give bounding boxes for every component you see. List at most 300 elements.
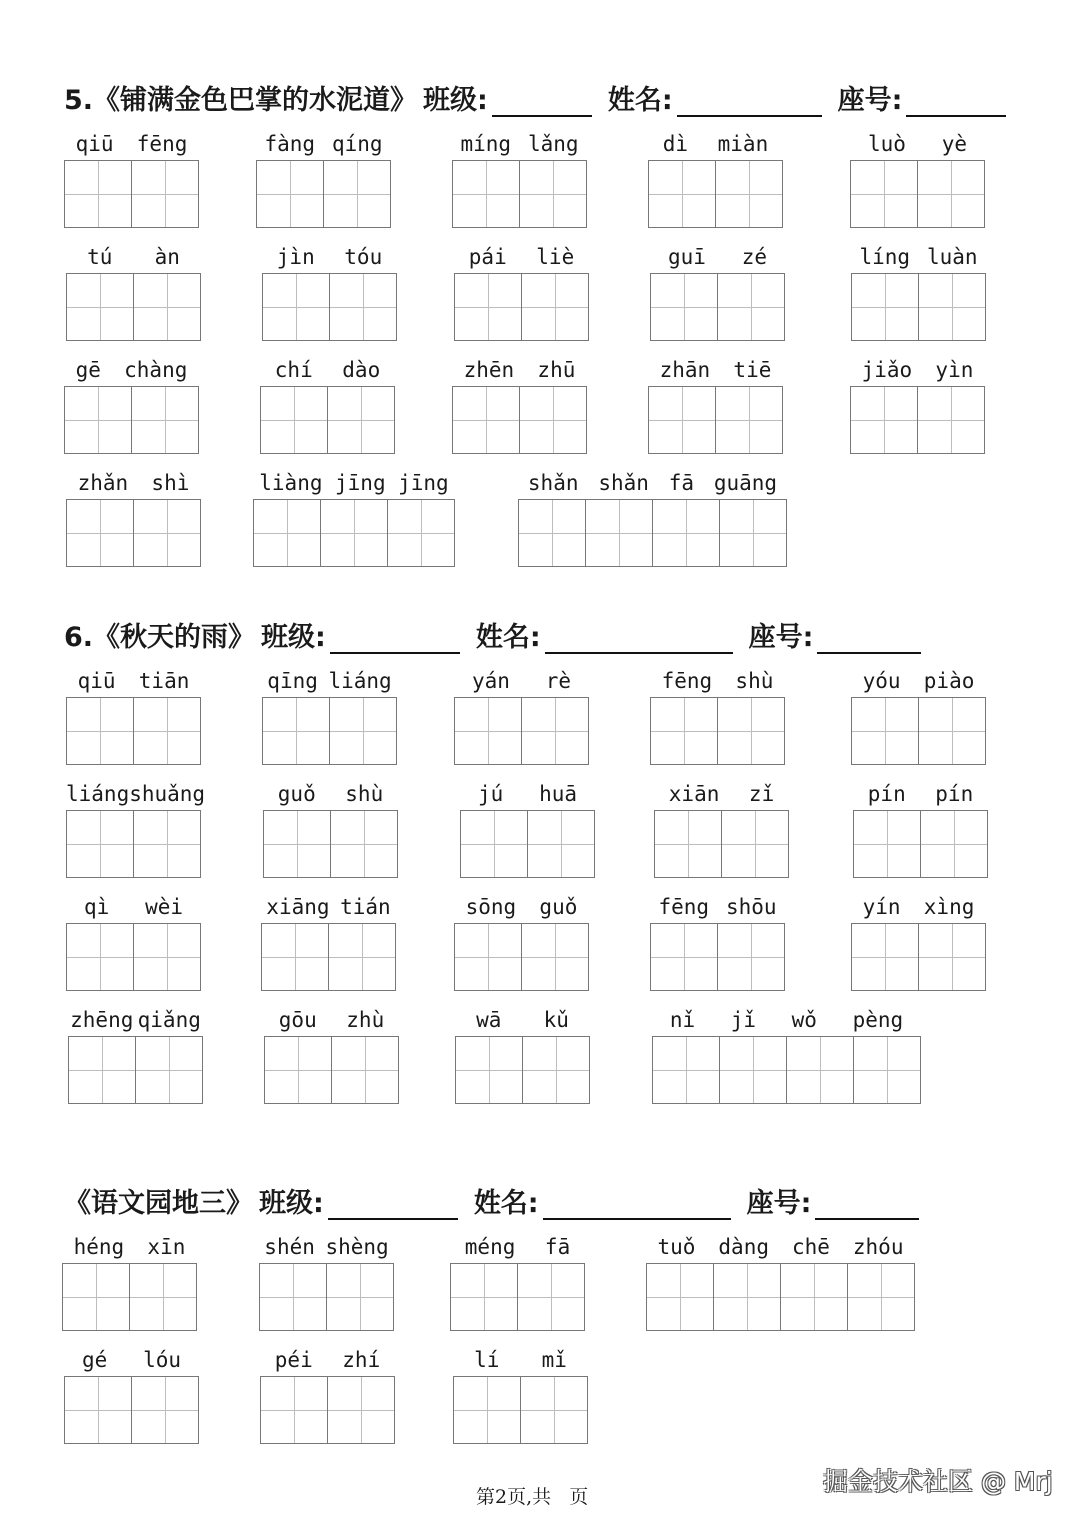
- pinyin-syllable: yè: [941, 132, 968, 156]
- character-box[interactable]: [450, 1263, 518, 1331]
- character-box[interactable]: [453, 1376, 521, 1444]
- tianzige-grid: [260, 1376, 395, 1444]
- character-box[interactable]: [133, 273, 201, 341]
- tianzige-grid: [652, 1036, 921, 1104]
- tianzige-grid: [452, 386, 587, 454]
- name-blank[interactable]: [545, 628, 733, 654]
- lesson-title: 6.《秋天的雨》: [64, 622, 256, 653]
- tianzige-grid: [64, 386, 199, 454]
- pinyin-label: [263, 778, 398, 806]
- pinyin-syllable: yóu: [862, 669, 901, 693]
- character-box[interactable]: [455, 1036, 523, 1104]
- pinyin-label: [452, 354, 587, 382]
- tianzige-grid: [518, 499, 787, 567]
- character-box[interactable]: [327, 386, 395, 454]
- pinyin-syllable: pín: [867, 782, 906, 806]
- pinyin-syllable: qiū: [75, 132, 114, 156]
- pinyin-syllable: xìng: [923, 895, 975, 919]
- pinyin-label: [262, 665, 397, 693]
- character-box[interactable]: [131, 160, 199, 228]
- character-box[interactable]: [262, 697, 330, 765]
- character-box[interactable]: [652, 1036, 720, 1104]
- tianzige-grid: [454, 273, 589, 341]
- tianzige-grid: [650, 697, 785, 765]
- pinyin-syllable: lǎng: [527, 132, 579, 156]
- character-box[interactable]: [460, 810, 528, 878]
- pinyin-syllable: jú: [477, 782, 504, 806]
- pinyin-label: [253, 467, 455, 495]
- character-box[interactable]: [260, 386, 328, 454]
- character-box[interactable]: [520, 1376, 588, 1444]
- pinyin-label: [646, 1231, 915, 1259]
- pinyin-label: [851, 241, 986, 269]
- character-box[interactable]: [519, 386, 587, 454]
- character-box[interactable]: [780, 1263, 848, 1331]
- character-box[interactable]: [262, 273, 330, 341]
- character-box[interactable]: [454, 923, 522, 991]
- tianzige-grid: [260, 386, 395, 454]
- pinyin-label: [64, 1344, 199, 1372]
- character-box[interactable]: [717, 923, 785, 991]
- character-box[interactable]: [129, 1263, 197, 1331]
- pinyin-label: [853, 778, 988, 806]
- character-box[interactable]: [851, 273, 919, 341]
- pinyin-syllable: jìn: [276, 245, 315, 269]
- tianzige-grid: [452, 160, 587, 228]
- character-box[interactable]: [133, 923, 201, 991]
- character-box[interactable]: [519, 160, 587, 228]
- seat-label: 座号:: [748, 622, 814, 653]
- pinyin-syllable: qíng: [331, 132, 383, 156]
- seat-blank[interactable]: [817, 628, 921, 654]
- character-box[interactable]: [133, 499, 201, 567]
- section-heading: [64, 78, 1022, 117]
- pinyin-syllable: qì: [83, 895, 110, 919]
- tianzige-grid: [62, 1263, 197, 1331]
- seat-blank[interactable]: [815, 1194, 919, 1220]
- character-box[interactable]: [518, 499, 586, 567]
- character-box[interactable]: [786, 1036, 854, 1104]
- character-box[interactable]: [646, 1263, 714, 1331]
- tianzige-grid: [256, 160, 391, 228]
- section-heading: [64, 1181, 935, 1220]
- character-box[interactable]: [62, 1263, 130, 1331]
- character-box[interactable]: [64, 160, 132, 228]
- pinyin-syllable: jīng: [335, 471, 386, 495]
- character-box[interactable]: [851, 697, 919, 765]
- pinyin-label: [454, 891, 589, 919]
- pinyin-syllable: tián: [340, 895, 391, 919]
- character-box[interactable]: [527, 810, 595, 878]
- pinyin-label: [650, 891, 785, 919]
- pinyin-syllable: xiān: [668, 782, 720, 806]
- pinyin-syllable: shǎn: [598, 471, 649, 495]
- character-box[interactable]: [66, 499, 134, 567]
- pinyin-syllable: guǒ: [539, 895, 578, 919]
- pinyin-syllable: lí: [474, 1348, 500, 1372]
- character-box[interactable]: [326, 1263, 394, 1331]
- pinyin-label: [66, 467, 201, 495]
- tianzige-grid: [263, 810, 398, 878]
- character-box[interactable]: [452, 160, 520, 228]
- character-box[interactable]: [452, 386, 520, 454]
- character-box[interactable]: [648, 386, 716, 454]
- pinyin-syllable: zhǎn: [77, 471, 129, 495]
- pinyin-label: [455, 1004, 590, 1032]
- seat-blank[interactable]: [906, 91, 1006, 117]
- pinyin-syllable: shōu: [725, 895, 777, 919]
- character-box[interactable]: [329, 273, 397, 341]
- pinyin-syllable: mǐ: [541, 1348, 567, 1372]
- character-box[interactable]: [719, 499, 787, 567]
- watermark: 掘金技术社区 @ Mrj: [823, 1467, 1053, 1496]
- character-box[interactable]: [259, 1263, 327, 1331]
- character-box[interactable]: [648, 160, 716, 228]
- class-label: 班级:: [259, 1188, 324, 1219]
- pinyin-syllable: liáng: [66, 782, 130, 806]
- character-box[interactable]: [850, 160, 918, 228]
- pinyin-syllable: rè: [545, 669, 572, 693]
- pinyin-label: [654, 778, 789, 806]
- pinyin-label: [62, 1231, 197, 1259]
- pinyin-syllable: piào: [923, 669, 975, 693]
- tianzige-grid: [648, 386, 783, 454]
- pinyin-syllable: pái: [468, 245, 507, 269]
- pinyin-syllable: liàng: [259, 471, 323, 495]
- tianzige-grid: [851, 273, 986, 341]
- pinyin-syllable: yìn: [935, 358, 974, 382]
- character-box[interactable]: [331, 1036, 399, 1104]
- pinyin-syllable: méng: [464, 1235, 516, 1259]
- pinyin-syllable: tiān: [138, 669, 190, 693]
- character-box[interactable]: [917, 160, 985, 228]
- character-box[interactable]: [521, 273, 589, 341]
- pinyin-syllable: zhū: [537, 358, 576, 382]
- character-box[interactable]: [454, 697, 522, 765]
- character-box[interactable]: [650, 923, 718, 991]
- pinyin-syllable: jiǎo: [861, 358, 913, 382]
- pinyin-syllable: liè: [536, 245, 575, 269]
- character-box[interactable]: [64, 1376, 132, 1444]
- tianzige-grid: [66, 923, 201, 991]
- character-box[interactable]: [717, 697, 785, 765]
- tianzige-grid: [262, 273, 397, 341]
- character-box[interactable]: [454, 273, 522, 341]
- pinyin-label: [650, 665, 785, 693]
- pinyin-syllable: líng: [859, 245, 911, 269]
- pinyin-syllable: zhù: [346, 1008, 385, 1032]
- pinyin-syllable: shèng: [325, 1235, 389, 1259]
- pinyin-syllable: míng: [460, 132, 512, 156]
- tianzige-grid: [851, 923, 986, 991]
- pinyin-syllable: fā: [668, 471, 695, 495]
- pinyin-syllable: tóu: [344, 245, 383, 269]
- pinyin-label: [648, 354, 783, 382]
- character-box[interactable]: [517, 1263, 585, 1331]
- character-box[interactable]: [522, 1036, 590, 1104]
- name-blank[interactable]: [677, 91, 822, 117]
- pinyin-syllable: tuǒ: [657, 1235, 696, 1259]
- character-box[interactable]: [66, 273, 134, 341]
- character-box[interactable]: [650, 273, 718, 341]
- character-box[interactable]: [715, 160, 783, 228]
- character-box[interactable]: [135, 1036, 203, 1104]
- tianzige-grid: [454, 923, 589, 991]
- pinyin-label: [851, 891, 986, 919]
- character-box[interactable]: [261, 923, 329, 991]
- tianzige-grid: [264, 1036, 399, 1104]
- character-box[interactable]: [323, 160, 391, 228]
- pinyin-syllable: luàn: [926, 245, 978, 269]
- pinyin-syllable: chí: [274, 358, 313, 382]
- pinyin-label: [850, 128, 985, 156]
- pinyin-syllable: héng: [73, 1235, 125, 1259]
- tianzige-grid: [253, 499, 455, 567]
- tianzige-grid: [851, 697, 986, 765]
- pinyin-syllable: xīn: [147, 1235, 186, 1259]
- character-box[interactable]: [654, 810, 722, 878]
- pinyin-syllable: fàng: [264, 132, 316, 156]
- section-heading: [64, 615, 937, 654]
- character-box[interactable]: [131, 386, 199, 454]
- pinyin-syllable: pèng: [852, 1008, 904, 1032]
- character-box[interactable]: [387, 499, 455, 567]
- pinyin-syllable: wǒ: [791, 1008, 817, 1032]
- pinyin-label: [68, 1004, 203, 1032]
- tianzige-grid: [453, 1376, 588, 1444]
- pinyin-syllable: fā: [544, 1235, 571, 1259]
- pinyin-syllable: guī: [667, 245, 706, 269]
- pinyin-syllable: shì: [151, 471, 190, 495]
- pinyin-syllable: àn: [154, 245, 180, 269]
- character-box[interactable]: [68, 1036, 136, 1104]
- pinyin-label: [66, 891, 201, 919]
- character-box[interactable]: [917, 386, 985, 454]
- seat-label: 座号:: [746, 1188, 812, 1219]
- pinyin-syllable: gōu: [278, 1008, 317, 1032]
- pinyin-syllable: guǒ: [277, 782, 316, 806]
- pinyin-label: [260, 1344, 395, 1372]
- pinyin-label: [452, 128, 587, 156]
- pinyin-syllable: zhí: [342, 1348, 381, 1372]
- pinyin-label: [454, 665, 589, 693]
- pinyin-label: [850, 354, 985, 382]
- pinyin-label: [259, 1231, 394, 1259]
- character-box[interactable]: [263, 810, 331, 878]
- tianzige-grid: [455, 1036, 590, 1104]
- pinyin-syllable: kǔ: [543, 1008, 569, 1032]
- character-box[interactable]: [256, 160, 324, 228]
- character-box[interactable]: [66, 810, 134, 878]
- character-box[interactable]: [847, 1263, 915, 1331]
- pinyin-syllable: fēng: [658, 895, 710, 919]
- character-box[interactable]: [253, 499, 321, 567]
- character-box[interactable]: [66, 923, 134, 991]
- character-box[interactable]: [853, 1036, 921, 1104]
- character-box[interactable]: [264, 1036, 332, 1104]
- character-box[interactable]: [585, 499, 653, 567]
- pinyin-syllable: qīng: [267, 669, 318, 693]
- tianzige-grid: [648, 160, 783, 228]
- pinyin-syllable: qiǎng: [137, 1008, 201, 1032]
- tianzige-grid: [66, 273, 201, 341]
- pinyin-syllable: qiū: [77, 669, 116, 693]
- pinyin-syllable: liáng: [328, 669, 392, 693]
- pinyin-syllable: miàn: [717, 132, 769, 156]
- character-box[interactable]: [920, 810, 988, 878]
- character-box[interactable]: [329, 697, 397, 765]
- class-blank[interactable]: [330, 628, 460, 654]
- pinyin-syllable: nǐ: [669, 1008, 696, 1032]
- pinyin-syllable: zhóu: [852, 1235, 904, 1259]
- character-box[interactable]: [260, 1376, 328, 1444]
- class-label: 班级:: [423, 85, 488, 116]
- character-box[interactable]: [521, 697, 589, 765]
- character-box[interactable]: [66, 697, 134, 765]
- character-box[interactable]: [721, 810, 789, 878]
- pinyin-syllable: shǎn: [527, 471, 579, 495]
- pinyin-syllable: zé: [741, 245, 768, 269]
- tianzige-grid: [853, 810, 988, 878]
- character-box[interactable]: [850, 386, 918, 454]
- character-box[interactable]: [918, 923, 986, 991]
- name-blank[interactable]: [543, 1194, 731, 1220]
- tianzige-grid: [650, 923, 785, 991]
- character-box[interactable]: [717, 273, 785, 341]
- class-blank[interactable]: [492, 91, 592, 117]
- pinyin-label: [262, 241, 397, 269]
- pinyin-syllable: jīng: [398, 471, 449, 495]
- pinyin-label: [652, 1004, 921, 1032]
- tianzige-grid: [66, 697, 201, 765]
- tianzige-grid: [646, 1263, 915, 1331]
- pinyin-syllable: zǐ: [748, 782, 775, 806]
- pinyin-syllable: huā: [539, 782, 578, 806]
- pinyin-syllable: pín: [935, 782, 974, 806]
- tianzige-grid: [262, 697, 397, 765]
- tianzige-grid: [450, 1263, 585, 1331]
- pinyin-label: [261, 891, 396, 919]
- tianzige-grid: [261, 923, 396, 991]
- character-box[interactable]: [328, 923, 396, 991]
- pinyin-label: [66, 778, 206, 806]
- pinyin-syllable: wèi: [145, 895, 184, 919]
- pinyin-label: [453, 1344, 588, 1372]
- pinyin-label: [264, 1004, 399, 1032]
- pinyin-label: [851, 665, 986, 693]
- character-box[interactable]: [133, 810, 201, 878]
- pinyin-label: [256, 128, 391, 156]
- pinyin-syllable: shù: [735, 669, 774, 693]
- seat-label: 座号:: [837, 85, 903, 116]
- tianzige-grid: [64, 160, 199, 228]
- character-box[interactable]: [327, 1376, 395, 1444]
- tianzige-grid: [850, 386, 985, 454]
- tianzige-grid: [454, 697, 589, 765]
- tianzige-grid: [654, 810, 789, 878]
- pinyin-label: [460, 778, 595, 806]
- tianzige-grid: [66, 810, 201, 878]
- tianzige-grid: [460, 810, 595, 878]
- pinyin-syllable: dàng: [718, 1235, 769, 1259]
- pinyin-syllable: chē: [791, 1235, 830, 1259]
- character-box[interactable]: [713, 1263, 781, 1331]
- name-label: 姓名:: [607, 85, 673, 116]
- name-label: 姓名:: [473, 1188, 539, 1219]
- tianzige-grid: [64, 1376, 199, 1444]
- character-box[interactable]: [853, 810, 921, 878]
- character-box[interactable]: [133, 697, 201, 765]
- character-box[interactable]: [719, 1036, 787, 1104]
- pinyin-syllable: zhān: [659, 358, 711, 382]
- pinyin-syllable: dì: [662, 132, 689, 156]
- character-box[interactable]: [652, 499, 720, 567]
- character-box[interactable]: [521, 923, 589, 991]
- lesson-title: 《语文园地三》: [64, 1188, 253, 1219]
- character-box[interactable]: [650, 697, 718, 765]
- pinyin-syllable: shén: [264, 1235, 315, 1259]
- pinyin-syllable: dào: [342, 358, 381, 382]
- class-label: 班级:: [261, 622, 326, 653]
- pinyin-syllable: gē: [75, 358, 101, 382]
- pinyin-syllable: shuǎng: [129, 782, 206, 806]
- pinyin-label: [450, 1231, 585, 1259]
- pinyin-syllable: sōng: [465, 895, 517, 919]
- character-box[interactable]: [918, 697, 986, 765]
- pinyin-label: [648, 128, 783, 156]
- pinyin-syllable: yín: [862, 895, 901, 919]
- pinyin-syllable: yán: [471, 669, 510, 693]
- pinyin-syllable: luò: [867, 132, 906, 156]
- pinyin-syllable: péi: [274, 1348, 313, 1372]
- character-box[interactable]: [330, 810, 398, 878]
- pinyin-syllable: tiē: [733, 358, 772, 382]
- lesson-title: 5.《铺满金色巴掌的水泥道》: [64, 85, 418, 116]
- pinyin-label: [64, 354, 199, 382]
- pinyin-label: [650, 241, 785, 269]
- character-box[interactable]: [64, 386, 132, 454]
- pinyin-syllable: zhēn: [463, 358, 515, 382]
- pinyin-syllable: tú: [87, 245, 113, 269]
- pinyin-syllable: zhēng: [70, 1008, 134, 1032]
- pinyin-label: [66, 241, 201, 269]
- pinyin-syllable: fēng: [661, 669, 713, 693]
- pinyin-label: [260, 354, 395, 382]
- tianzige-grid: [259, 1263, 394, 1331]
- character-box[interactable]: [131, 1376, 199, 1444]
- pinyin-syllable: wā: [476, 1008, 502, 1032]
- pinyin-label: [454, 241, 589, 269]
- character-box[interactable]: [320, 499, 388, 567]
- character-box[interactable]: [851, 923, 919, 991]
- pinyin-syllable: gé: [81, 1348, 108, 1372]
- tianzige-grid: [850, 160, 985, 228]
- pinyin-syllable: lóu: [143, 1348, 182, 1372]
- pinyin-label: [66, 665, 201, 693]
- pinyin-label: [64, 128, 199, 156]
- pinyin-syllable: jǐ: [730, 1008, 757, 1032]
- character-box[interactable]: [918, 273, 986, 341]
- character-box[interactable]: [715, 386, 783, 454]
- pinyin-syllable: guāng: [713, 471, 778, 495]
- tianzige-grid: [68, 1036, 203, 1104]
- pinyin-label: [518, 467, 787, 495]
- pinyin-syllable: xiāng: [266, 895, 330, 919]
- tianzige-grid: [650, 273, 785, 341]
- class-blank[interactable]: [328, 1194, 458, 1220]
- pinyin-syllable: chàng: [124, 358, 188, 382]
- name-label: 姓名:: [475, 622, 541, 653]
